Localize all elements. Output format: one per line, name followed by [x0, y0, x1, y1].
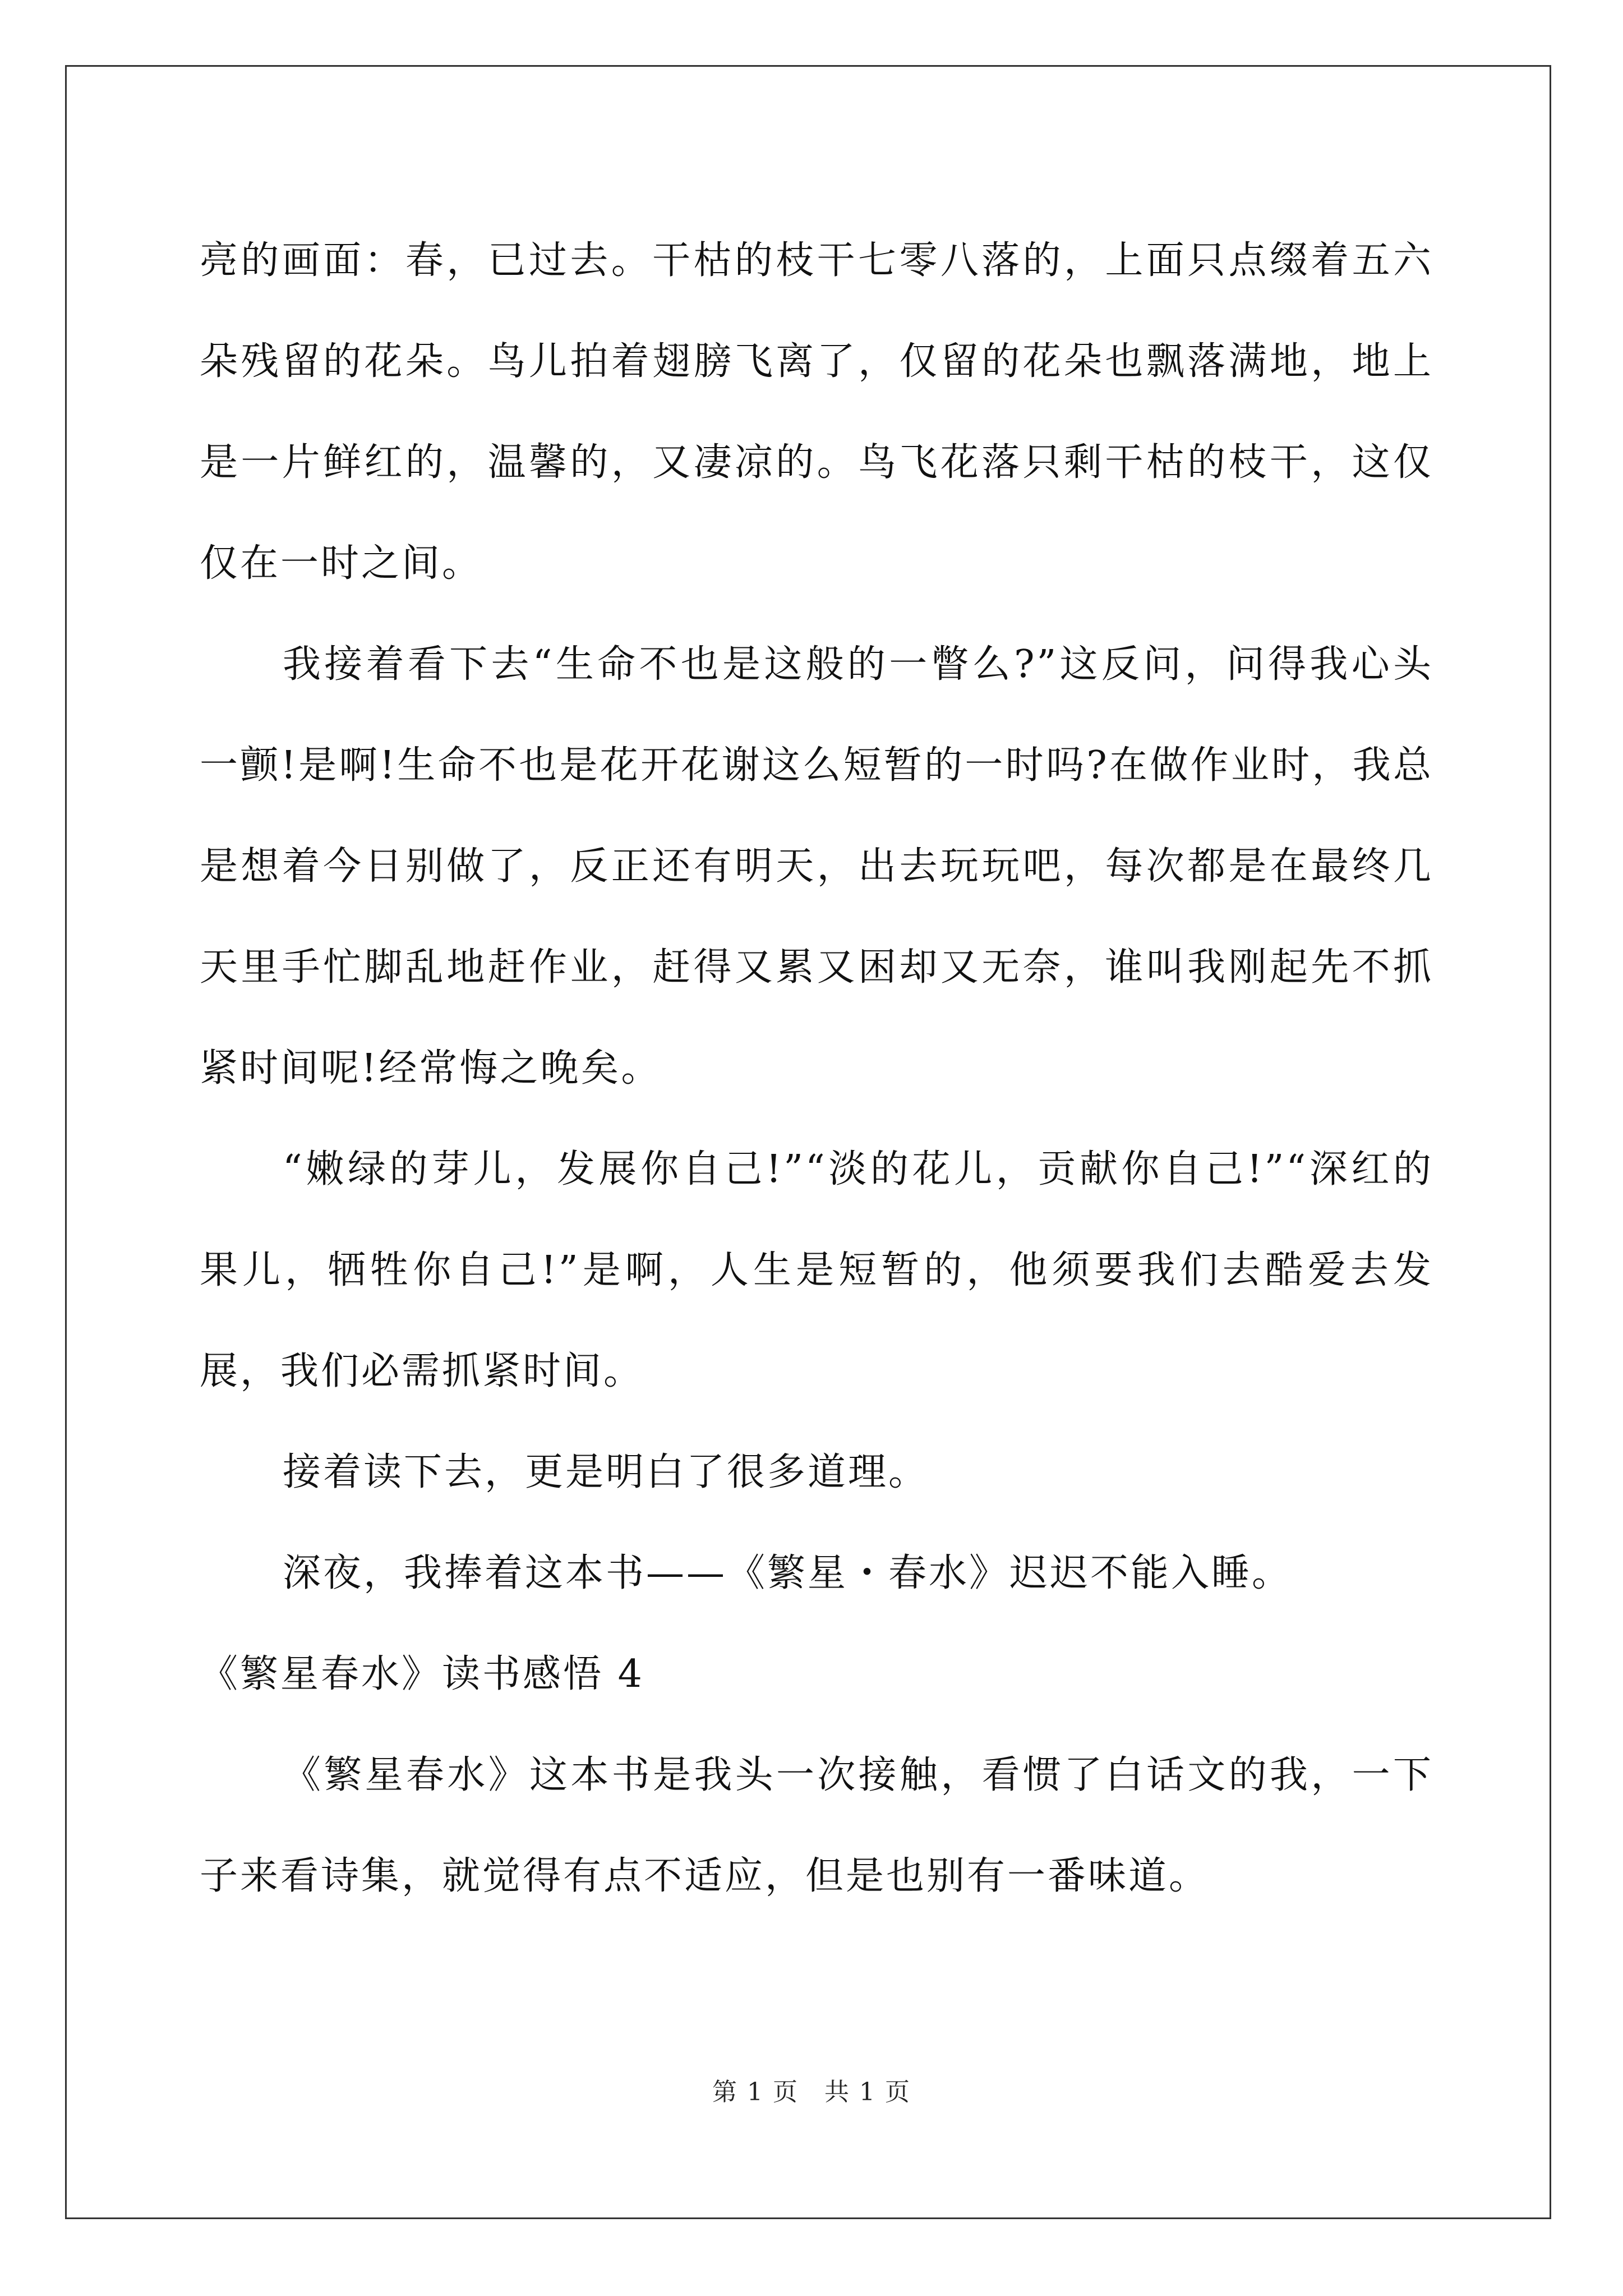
document-body — [200, 210, 1433, 1927]
paragraph-read-on: 接着读下去，更是明白了很多道理。 — [283, 1450, 929, 1494]
page-footer: 第 1 页 共 1 页 — [712, 2078, 911, 2106]
paragraph-life-reflection: 我接着看下去“生命不也是这般的一瞥么?”这反问，问得我心头一颤!是啊!生命不也是花开花谢这么短暂的一时吗?在做作业时，我总是想着今日别做了，反正还有明天，出去玩玩吧，每次都是在最终几天里手忙脚乱地赶作业，赶得又累又困却又无奈，谁叫我刚起先不抓紧时间呢!经常悔之晚矣。 — [200, 642, 1433, 1091]
paragraph-continuation: 亮的画面：春，已过去。干枯的枝干七零八落的，上面只点缀着五六朵残留的花朵。鸟儿拍着翅膀飞离了，仅留的花朵也飘落满地，地上是一片鲜红的，温馨的，又凄凉的。鸟飞花落只剩干枯的枝干，这仅仅在一时之间。 — [200, 238, 1433, 586]
paragraph-quotes: “嫩绿的芽儿，发展你自己!”“淡的花儿，贡献你自己!”“深红的果儿，牺牲你自己!”是啊，人生是短暂的，他须要我们去酷爱去发展，我们必需抓紧时间。 — [200, 1147, 1433, 1393]
paragraph-late-night: 深夜，我捧着这本书——《繁星・春水》迟迟不能入睡。 — [283, 1551, 1293, 1595]
paragraph-first-contact: 《繁星春水》这本书是我头一次接触，看惯了白话文的我，一下子来看诗集，就觉得有点不适应，但是也别有一番味道。 — [200, 1753, 1433, 1898]
section-heading: 《繁星春水》读书感悟 4 — [200, 1652, 644, 1696]
